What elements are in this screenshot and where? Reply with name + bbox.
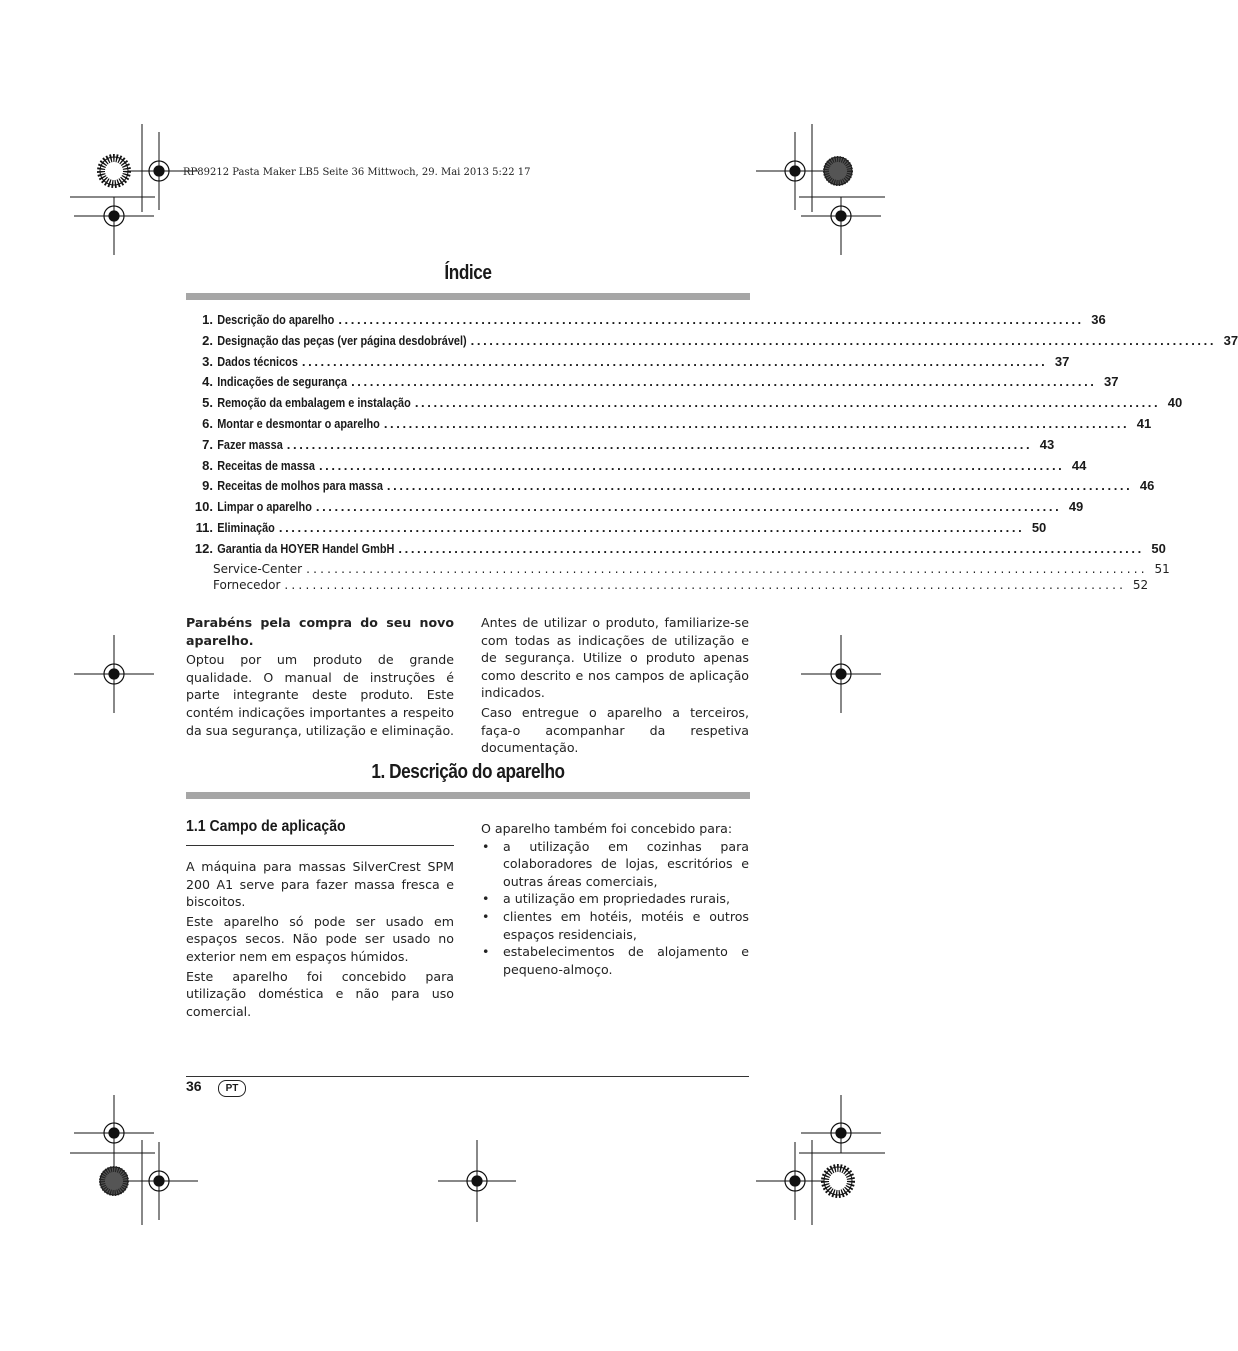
toc-entry-number: 9. xyxy=(202,478,213,494)
toc-entry xyxy=(186,374,1119,395)
section-right-intro: O aparelho também foi concebido para: xyxy=(481,821,733,836)
section-right-column xyxy=(481,820,749,978)
subsection-rule xyxy=(186,845,454,846)
toc-entry-page: 41 xyxy=(1136,415,1152,431)
toc-entry-title: Designação das peças (ver página desdobrável) xyxy=(217,332,467,348)
toc-entry-page: 37 xyxy=(1104,374,1119,390)
toc-entry-title: Remoção da embalagem e instalação xyxy=(217,395,411,411)
toc-entry-title: Garantia da HOYER Handel GmbH xyxy=(217,540,395,556)
toc-leader-dots: ........................................................................................................................ xyxy=(470,332,1217,348)
toc-entry-page: 49 xyxy=(1068,499,1084,515)
section-paragraph-3: Este aparelho foi concebido para utilização doméstica e não para uso comercial. xyxy=(186,968,454,1019)
list-item: • a utilização em propriedades rurais, xyxy=(481,890,749,908)
toc-leader-dots: ........................................................................................................................ xyxy=(284,577,1127,592)
toc-entry-number: 5. xyxy=(202,395,213,411)
toc-entry-page: 37 xyxy=(1223,332,1238,348)
toc-entry xyxy=(186,353,1070,375)
toc-entry xyxy=(186,519,1047,541)
intro-right-paragraph-1: Antes de utilizar o produto, familiarize-se com todas as indicações de utilização e de segurança. Utilize o produto apenas como descrito e nos campos de aplicação indicados. xyxy=(481,615,749,701)
toc-entry-page: 50 xyxy=(1151,540,1166,556)
toc-entry-page: 36 xyxy=(1091,312,1106,327)
toc-entry-page: 50 xyxy=(1031,519,1047,535)
list-item: • a utilização em cozinhas para colaboradores de lojas, escritórios e outras áreas comerciais, xyxy=(481,838,749,891)
toc-entry-number: 10. xyxy=(194,499,213,515)
toc-leader-dots: ........................................................................................................................ xyxy=(398,540,1144,556)
toc-entry-number: 11. xyxy=(195,519,213,535)
section-left-column xyxy=(186,858,454,1020)
toc-entry-page: 37 xyxy=(1054,353,1070,369)
intro-lead: Parabéns pela compra do seu novo aparelho. xyxy=(186,615,454,648)
print-slug: RP89212 Pasta Maker LB5 Seite 36 Mittwoch, 29. Mai 2013 5:22 17 xyxy=(183,167,531,178)
toc-entry-title: Fazer massa xyxy=(217,436,283,452)
toc-sub-entry xyxy=(186,561,1170,578)
list-item: • estabelecimentos de alojamento e pequeno-almoço. xyxy=(481,943,749,978)
toc-leader-dots: ........................................................................................................................ xyxy=(383,415,1130,431)
toc-entry xyxy=(186,478,1155,499)
section-title-bar xyxy=(186,792,750,799)
toc-entry xyxy=(186,395,1183,416)
toc-entry xyxy=(186,312,1106,333)
toc-sub-entry-title: Fornecedor xyxy=(213,577,281,592)
section-title: 1. Descrição do aparelho xyxy=(371,761,565,783)
toc-sub-entry xyxy=(186,577,1149,594)
toc-entry-number: 3. xyxy=(202,353,213,369)
section-paragraph-1: A máquina para massas SilverCrest SPM 200 A1 serve para fazer massa fresca e biscoitos. xyxy=(186,859,454,910)
toc-entry-title: Eliminação xyxy=(217,519,275,535)
toc-entry xyxy=(186,415,1152,437)
toc-entry-number: 12. xyxy=(194,540,213,556)
toc-sub-entry-page: 51 xyxy=(1154,561,1170,576)
toc-entry xyxy=(186,540,1166,562)
toc-entry xyxy=(186,332,1238,354)
toc-entry-title: Receitas de molhos para massa xyxy=(217,478,383,494)
toc-title: Índice xyxy=(444,262,492,284)
subsection-title: 1.1 Campo de aplicação xyxy=(186,818,346,835)
toc-entry-page: 44 xyxy=(1071,457,1087,473)
toc-leader-dots: ........................................................................................................................ xyxy=(338,312,1084,327)
toc-title-bar xyxy=(186,293,750,300)
table-of-contents xyxy=(186,312,1238,594)
usage-bullet-list xyxy=(481,838,749,979)
intro-right-paragraph-2: Caso entregue o aparelho a terceiros, faça-o acompanhar da respetiva documentação. xyxy=(481,704,749,756)
toc-entry-title: Indicações de segurança xyxy=(217,374,348,390)
toc-leader-dots: ........................................................................................................................ xyxy=(286,436,1033,452)
toc-entry-number: 2. xyxy=(202,332,213,348)
toc-entry-number: 6. xyxy=(202,415,213,431)
toc-leader-dots: ........................................................................................................................ xyxy=(318,457,1065,473)
toc-leader-dots: ........................................................................................................................ xyxy=(306,561,1148,576)
toc-entry-number: 1. xyxy=(202,312,213,327)
toc-entry xyxy=(186,499,1084,520)
toc-entry xyxy=(186,436,1055,458)
toc-leader-dots: ........................................................................................................................ xyxy=(315,499,1062,515)
toc-entry-title: Descrição do aparelho xyxy=(217,312,335,327)
toc-entry-number: 4. xyxy=(202,374,213,390)
toc-entry xyxy=(186,457,1087,479)
toc-entry-title: Receitas de massa xyxy=(217,457,315,473)
toc-entry-page: 43 xyxy=(1039,436,1055,452)
toc-entry-title: Montar e desmontar o aparelho xyxy=(217,415,380,431)
toc-leader-dots: ........................................................................................................................ xyxy=(414,395,1161,411)
toc-sub-entry-title: Service-Center xyxy=(213,561,303,576)
toc-entry-number: 7. xyxy=(202,436,213,452)
intro-right-column xyxy=(481,614,749,757)
toc-entry-title: Dados técnicos xyxy=(217,353,298,369)
language-badge: PT xyxy=(218,1080,246,1097)
toc-leader-dots: ........................................................................................................................ xyxy=(301,353,1048,369)
toc-leader-dots: ........................................................................................................................ xyxy=(386,478,1133,494)
page-number: 36 xyxy=(186,1078,202,1094)
toc-sub-entry-page: 52 xyxy=(1132,577,1149,592)
intro-left-column xyxy=(186,614,454,739)
footer-rule xyxy=(186,1076,749,1077)
toc-leader-dots: ........................................................................................................................ xyxy=(351,374,1097,390)
toc-entry-page: 46 xyxy=(1139,478,1155,494)
toc-entry-number: 8. xyxy=(202,457,213,473)
toc-entry-title: Limpar o aparelho xyxy=(217,499,312,515)
section-paragraph-2: Este aparelho só pode ser usado em espaços secos. Não pode ser usado no exterior nem em espaços húmidos. xyxy=(186,913,454,964)
list-item: • clientes em hotéis, motéis e outros espaços residenciais, xyxy=(481,908,749,943)
toc-entry-page: 40 xyxy=(1167,395,1183,411)
intro-left-text: Optou por um produto de grande qualidade. O manual de instruções é parte integrante deste produto. Este contém indicações importantes a respeito da sua segurança, utilização e eliminação. xyxy=(186,652,454,738)
toc-leader-dots: ........................................................................................................................ xyxy=(278,519,1025,535)
